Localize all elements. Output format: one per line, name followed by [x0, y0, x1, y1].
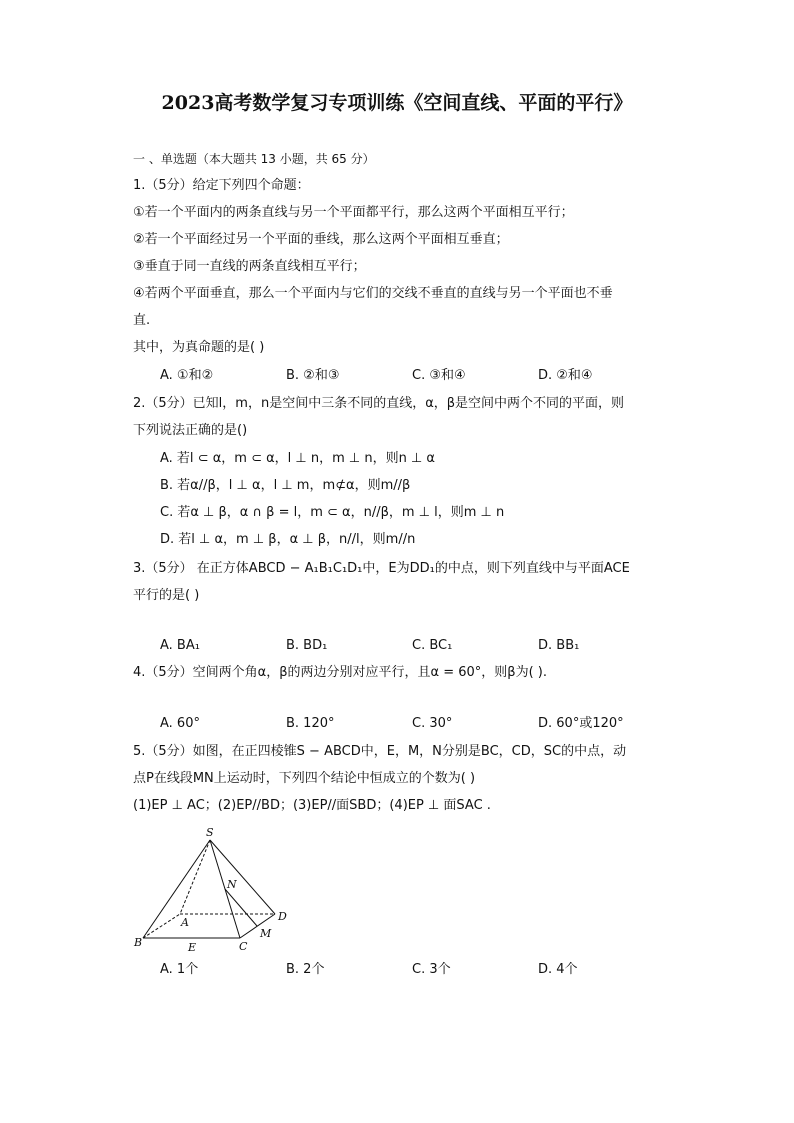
q5-stem-line3: (1)EP ⊥ AC；(2)EP//BD；(3)EP//面SBD；(4)EP ⊥ 面SAC . — [133, 798, 491, 813]
segment-nm — [225, 889, 257, 926]
page-title: 2023高考数学复习专项训练《空间直线、平面的平行》 — [161, 92, 633, 114]
edge-ab — [143, 914, 180, 938]
section-heading: 一 、单选题（本大题共 13 小题，共 65 分） — [133, 152, 375, 166]
q2-option-d[interactable]: D. 若l ⊥ α，m ⊥ β，α ⊥ β，n//l，则m//n — [160, 532, 416, 547]
q5-stem-line2: 点P在线段MN上运动时，下列四个结论中恒成立的个数为( ) — [133, 771, 476, 786]
label-a: A — [181, 916, 189, 929]
q2-stem-line2: 下列说法正确的是() — [133, 423, 248, 438]
q1-option-c[interactable]: C. ③和④ — [412, 368, 466, 383]
q2-option-a[interactable]: A. 若l ⊂ α，m ⊂ α，l ⊥ n，m ⊥ n，则n ⊥ α — [160, 451, 435, 466]
label-m: M — [260, 927, 272, 940]
q2-option-c[interactable]: C. 若α ⊥ β，α ∩ β = l，m ⊂ α，n//β，m ⊥ l，则m ⊥ n — [160, 505, 505, 520]
q3-option-d[interactable]: D. BB₁ — [538, 638, 580, 653]
pyramid-figure — [125, 822, 300, 957]
q4-stem: 4.（5分）空间两个角α，β的两边分别对应平行，且α = 60°，则β为( ). — [133, 665, 548, 680]
q3-stem-line1: 3.（5分） 在正方体ABCD − A₁B₁C₁D₁中，E为DD₁的中点，则下列直线中与平面ACE — [133, 561, 630, 576]
q1-stem: 1.（5分）给定下列四个命题： — [133, 178, 310, 193]
q3-option-c[interactable]: C. BC₁ — [412, 638, 453, 653]
label-s: S — [206, 826, 214, 839]
q5-option-d[interactable]: D. 4个 — [538, 962, 578, 977]
label-n: N — [227, 878, 237, 891]
q1-option-d[interactable]: D. ②和④ — [538, 368, 593, 383]
q1-option-b[interactable]: B. ②和③ — [286, 368, 340, 383]
q3-stem-line2: 平行的是( ) — [133, 588, 200, 603]
q2-stem-line1: 2.（5分）已知l，m，n是空间中三条不同的直线，α，β是空间中两个不同的平面，则 — [133, 396, 625, 411]
q3-option-a[interactable]: A. BA₁ — [160, 638, 200, 653]
edge-sb — [143, 840, 210, 938]
label-e: E — [188, 941, 197, 954]
label-b: B — [134, 936, 143, 949]
q1-item-2: ②若一个平面经过另一个平面的垂线，那么这两个平面相互垂直； — [133, 232, 509, 247]
q4-option-a[interactable]: A. 60° — [160, 716, 200, 731]
label-d: D — [278, 910, 287, 923]
q1-item-4-cont: 直. — [133, 313, 151, 328]
edge-sd — [210, 840, 275, 914]
q1-item-4: ④若两个平面垂直，那么一个平面内与它们的交线不垂直的直线与另一个平面也不垂 — [133, 286, 613, 301]
q4-option-d[interactable]: D. 60°或120° — [538, 716, 624, 731]
q5-option-b[interactable]: B. 2个 — [286, 962, 325, 977]
q1-ask: 其中，为真命题的是( ) — [133, 340, 265, 355]
q4-option-c[interactable]: C. 30° — [412, 716, 453, 731]
q1-option-a[interactable]: A. ①和② — [160, 368, 214, 383]
q5-option-a[interactable]: A. 1个 — [160, 962, 199, 977]
label-c: C — [239, 940, 248, 953]
q5-option-c[interactable]: C. 3个 — [412, 962, 451, 977]
q2-option-b[interactable]: B. 若α//β，l ⊥ α，l ⊥ m，m⊄α，则m//β — [160, 478, 411, 493]
q5-stem-line1: 5.（5分）如图，在正四棱锥S − ABCD中，E，M，N分别是BC，CD，SC的中点，动 — [133, 744, 627, 759]
q1-item-1: ①若一个平面内的两条直线与另一个平面都平行，那么这两个平面相互平行； — [133, 205, 574, 220]
q4-option-b[interactable]: B. 120° — [286, 716, 335, 731]
q3-option-b[interactable]: B. BD₁ — [286, 638, 328, 653]
q1-item-3: ③垂直于同一直线的两条直线相互平行； — [133, 259, 366, 274]
